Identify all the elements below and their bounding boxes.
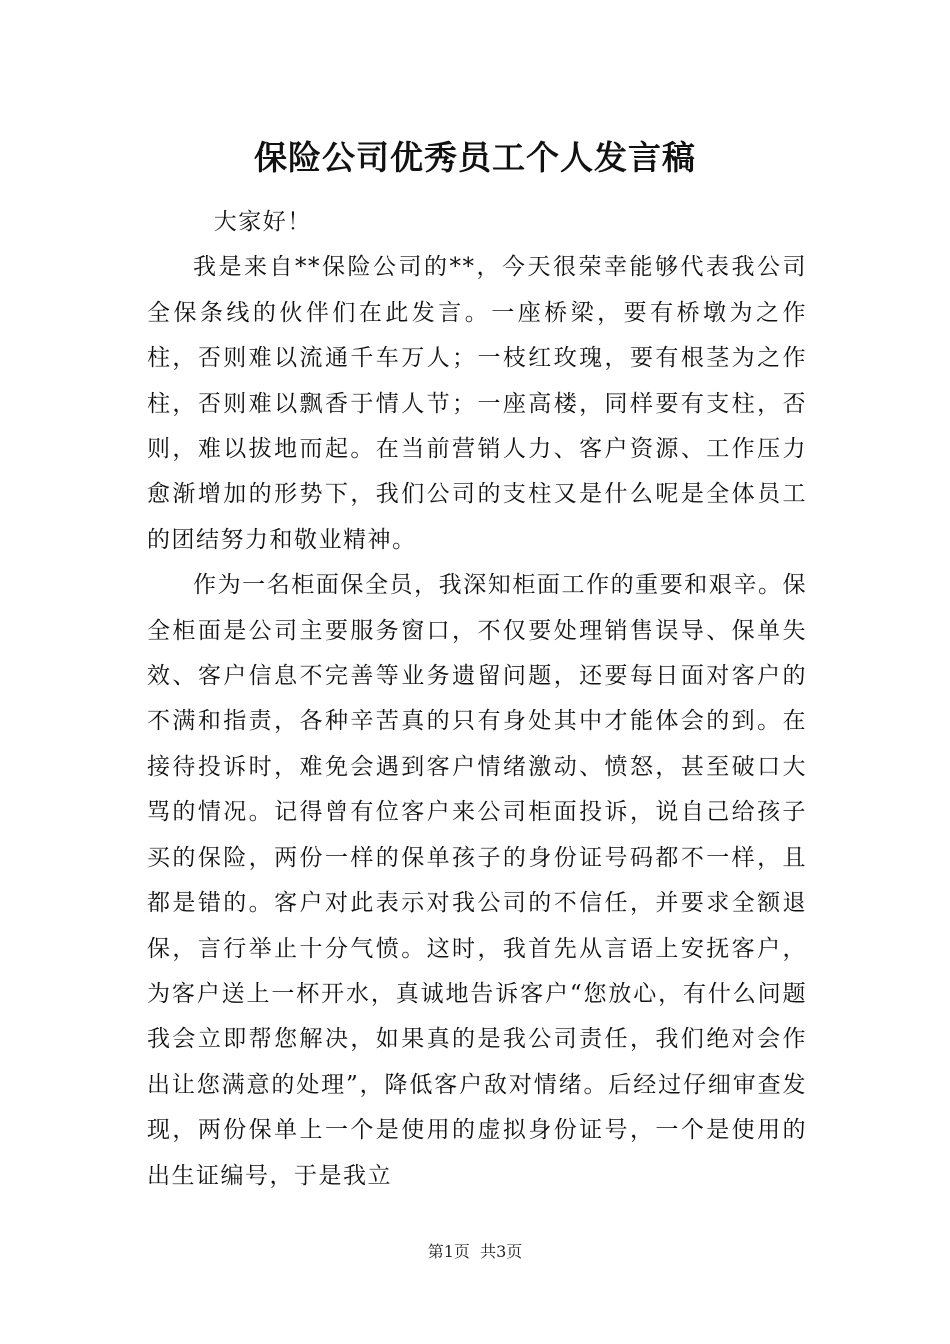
page-number-current: 第1页 <box>427 1242 470 1261</box>
document-body <box>147 200 807 1199</box>
page-footer <box>0 1240 950 1264</box>
body-paragraph-2: 作为一名柜面保全员，我深知柜面工作的重要和艰辛。保全柜面是公司主要服务窗口，不仅要处理销售误导、保单失效、客户信息不完善等业务遗留问题，还要每日面对客户的不满和指责，各种辛苦真的只有身处其中才能体会的到。在接待投诉时，难免会遇到客户情绪激动、愤怒，甚至破口大骂的情况。记得曾有位客户来公司柜面投诉，说自己给孩子买的保险，两份一样的保单孩子的身份证号码都不一样，且都是错的。客户对此表示对我公司的不信任，并要求全额退保，言行举止十分气愤。这时，我首先从言语上安抚客户，为客户送上一杯开水，真诚地告诉客户“您放心，有什么问题我会立即帮您解决，如果真的是我公司责任，我们绝对会作出让您满意的处理”，降低客户敌对情绪。后经过仔细审查发现，两份保单上一个是使用的虚拟身份证号，一个是使用的出生证编号，于是我立 <box>147 572 807 1189</box>
document-title: 保险公司优秀员工个人发言稿 <box>254 138 696 177</box>
greeting-paragraph: 大家好！ <box>213 209 312 235</box>
footer-separator <box>470 1242 480 1261</box>
body-paragraph-1: 我是来自**保险公司的**，今天很荣幸能够代表我公司全保条线的伙伴们在此发言。一座桥梁，要有桥墩为之作柱，否则难以流通千车万人；一枝红玫瑰，要有根茎为之作柱，否则难以飘香于情人节；一座高楼，同样要有支柱，否则，难以拔地而起。在当前营销人力、客户资源、工作压力愈渐增加的形势下，我们公司的支柱又是什么呢是全体员工的团结努力和敬业精神。 <box>147 254 807 553</box>
page-number-total: 共3页 <box>480 1242 523 1261</box>
